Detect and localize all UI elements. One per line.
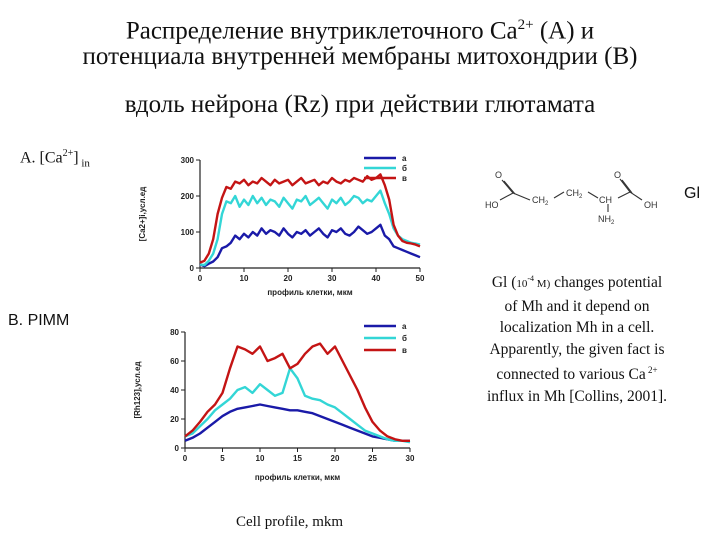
title-line-3: вдоль нейрона (Rz) при действии глютамата [124,91,596,118]
y-tick-label: 200 [180,192,194,201]
legend-label-3: в [402,174,407,183]
y-tick-label: 300 [180,156,194,165]
x-tick-label: 15 [293,454,302,463]
mol-o-right: O [614,170,622,180]
x-axis-label: профиль клетки, мкм [267,288,353,297]
y-tick-label: 20 [170,415,179,424]
x-tick-label: 20 [330,454,340,463]
legend-label-1: а [402,322,407,331]
y-tick-label: 80 [170,328,179,337]
mol-ch: CH [599,195,612,205]
mol-o-left: O [495,170,503,180]
panel-a-label: A. $[Ca^{2+}]$ $_{in}$ [20,148,90,170]
legend-label-1: а [402,154,407,163]
y-axis-label: [Rh123],усл.ед [133,361,142,419]
y-tick-label: 100 [180,228,194,237]
legend-label-3: в [402,346,407,355]
x-tick-label: 0 [197,274,203,283]
legend-label-2: б [402,164,407,173]
chart-a [120,150,460,300]
y-tick-label: 40 [170,386,179,395]
x-axis-label: профиль клетки, мкм [254,473,341,482]
y-tick-label: 0 [189,264,194,273]
y-tick-label: 0 [174,444,179,453]
x-tick-label: 30 [327,274,337,283]
series-line-2 [200,191,420,266]
x-tick-label: 10 [239,274,249,283]
x-tick-label: 40 [371,274,381,283]
y-axis-label: [Ca2+]i,усл.ед [138,186,147,242]
x-tick-label: 30 [405,454,415,463]
title-line-2: потенциала внутренней мембраны митохондрии (B) [82,43,638,70]
x-tick-label: 20 [283,274,293,283]
cell-profile-label: Cell profile, mkm [236,514,344,530]
mol-ch2-1: $CH_2$ [532,195,549,207]
glutamate-note: Gl ($10^{-4}$ M) changes potential of Mh and it depend on localization Mh in a cell. Apparently, the given fact is connected to various Ca $^{2+}$ influx in Mh [Collins, 2001]. [487,274,667,405]
series-line-2 [185,368,410,442]
y-tick-label: 60 [170,357,179,366]
gl-label: Gl [684,185,700,202]
x-tick-label: 10 [255,454,265,463]
x-tick-label: 50 [415,274,425,283]
series-line-3 [200,174,420,262]
mol-ch2-2: $CH_2$ [566,188,583,200]
panel-b-label: B. PIMM [8,312,70,329]
title-line-1: Распределение внутриклеточного $Ca^{2+}$ (A) и [125,17,595,45]
legend-label-2: б [402,334,407,343]
mol-ho: HO [485,200,499,210]
x-tick-label: 5 [220,454,225,463]
x-tick-label: 0 [182,454,188,463]
series-line-1 [200,225,420,266]
mol-oh: OH [644,200,658,210]
glutamate-structure [480,160,680,230]
chart-b [120,318,460,490]
series-line-3 [185,344,410,441]
mol-nh2: $NH_2$ [598,214,615,226]
x-tick-label: 25 [368,454,377,463]
